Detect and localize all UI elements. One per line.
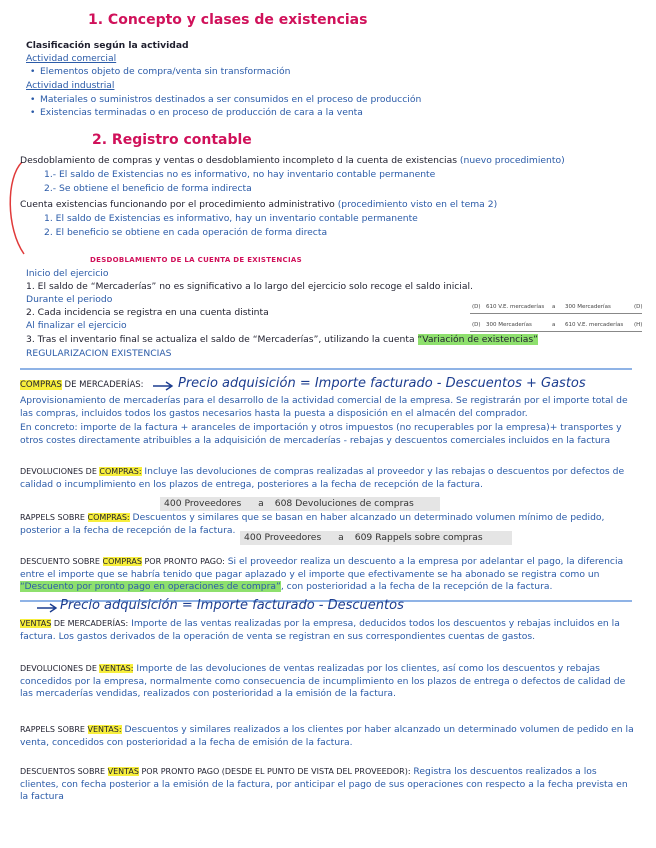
inicio-label: Inicio del ejercicio bbox=[26, 268, 109, 279]
step3-text: 3. Tras el inventario final se actualiza el saldo de “Mercaderías”, utilizando la cuenta bbox=[26, 334, 418, 345]
para1-item: 2.- Se obtiene el beneficio de forma indirecta bbox=[44, 183, 252, 194]
descuentos-ventas-prefix: DESCUENTOS SOBRE bbox=[20, 767, 108, 776]
table-cell: a bbox=[552, 322, 556, 328]
ventas-highlight: VENTAS bbox=[20, 619, 52, 628]
arrow-right-icon bbox=[36, 603, 58, 613]
entry-credit: 608 Devoluciones de compras bbox=[274, 498, 414, 509]
table-cell: 610 V.E. mercaderías bbox=[565, 322, 624, 328]
table-cell: (H) bbox=[634, 322, 643, 328]
industrial-items-list bbox=[26, 94, 626, 119]
ventas-description: Importe de las ventas realizadas por la empresa, deducidos todos los descuentos y rebajas incluidos en la factura. Los gastos derivados de la operación de venta se registran en sus correspondientes cuentas de gastos. bbox=[20, 618, 620, 642]
rappels-compras-text: Descuentos y similares que se basan en haber alcanzado un determinado volumen mínimo de pedido, posterior a la fecha de recepción de la factura. bbox=[20, 512, 605, 536]
descuento-compras-text2: , con posterioridad a la fecha de la recepción de la factura. bbox=[280, 581, 553, 592]
table-divider bbox=[470, 331, 642, 332]
descuento-compras-prefix: DESCUENTO SOBRE bbox=[20, 557, 103, 566]
rappels-ventas-paragraph bbox=[20, 724, 636, 749]
commercial-items-list bbox=[26, 66, 626, 79]
divider bbox=[20, 368, 632, 370]
table-cell: 300 Mercaderías bbox=[565, 304, 611, 310]
entry-debit: 400 Proveedores bbox=[244, 532, 322, 543]
compras-formula: Precio adquisición = Importe facturado - Descuentos + Gastos bbox=[178, 376, 586, 391]
list-item: • Materiales o suministros destinados a ser consumidos en el proceso de producción bbox=[26, 94, 626, 107]
devoluciones-ventas-prefix: DEVOLUCIONES DE bbox=[20, 664, 100, 673]
descuento-compras-highlight2: “Descuento por pronto pago en operaciones de compra” bbox=[20, 581, 281, 592]
table-divider bbox=[470, 313, 642, 314]
compras-description: Aprovisionamiento de mercaderías para el desarrollo de la actividad comercial de la empresa. Se registrarán por el importe total de las compras, incluidos todos los gastos necesarios hasta la puesta a disposición en el almacén del comprador. bbox=[20, 395, 628, 419]
table-cell: 610 V.E. mercaderías bbox=[486, 304, 545, 310]
rappels-compras-highlight: COMPRAS: bbox=[87, 513, 130, 522]
para2-line bbox=[20, 199, 497, 212]
descuentos-ventas-highlight: VENTAS bbox=[107, 767, 139, 776]
rappels-ventas-highlight: VENTAS: bbox=[87, 725, 122, 734]
entry-credit: 609 Rappels sobre compras bbox=[354, 532, 483, 543]
compras-label bbox=[20, 380, 144, 390]
devoluciones-ventas-paragraph bbox=[20, 663, 636, 701]
descuentos-ventas-suffix: POR PRONTO PAGO (DESDE EL PUNTO DE VISTA DEL PROVEEDOR): bbox=[138, 767, 411, 776]
journal-entry-devoluciones bbox=[160, 497, 440, 511]
section1-title: 1. Concepto y clases de existencias bbox=[88, 12, 368, 28]
ventas-formula: Precio adquisición = Importe facturado - Descuentos bbox=[60, 598, 404, 613]
regularizacion-label: REGULARIZACION EXISTENCIAS bbox=[26, 348, 172, 359]
para2-note: (procedimiento visto en el tema 2) bbox=[337, 199, 498, 210]
step2-text: 2. Cada incidencia se registra en una cuenta distinta bbox=[26, 307, 269, 318]
devoluciones-compras-text: Incluye las devoluciones de compras realizadas al proveedor y las rebajas o descuentos por defectos de calidad o incumplimiento en los plazos de entrega, posteriores a la fecha de recepción de la factura. bbox=[20, 466, 625, 490]
para2-item: 1. El saldo de Existencias es informativo, hay un inventario contable permanente bbox=[44, 213, 418, 224]
table-cell: (D) bbox=[634, 304, 643, 310]
table-cell: 300 Mercaderías bbox=[486, 322, 532, 328]
descuento-compras-suffix: POR PRONTO PAGO: bbox=[141, 557, 225, 566]
compras-highlight: COMPRAS bbox=[20, 380, 62, 390]
rappels-compras-prefix: RAPPELS SOBRE bbox=[20, 513, 88, 522]
descuento-compras-text: Si el proveedor realiza un descuento a la empresa por adelantar el pago, la diferencia entre el importe que se habría tenido que pagar aplazado y el importe que efectivamente se ha abonado se registra como un bbox=[20, 556, 624, 580]
table-cell: (D) bbox=[472, 322, 481, 328]
para1-item: 1.- El saldo de Existencias no es informativo, no hay inventario contable permanente bbox=[44, 169, 436, 180]
ventas-label-rest: DE MERCADERÍAS: bbox=[51, 619, 129, 628]
section2-title: 2. Registro contable bbox=[92, 132, 252, 148]
list-item: • Elementos objeto de compra/venta sin transformación bbox=[26, 66, 626, 79]
devoluciones-ventas-text: Importe de las devoluciones de ventas realizadas por los clientes, así como los descuentos y rebajas concedidos por la empresa, normalmente como consecuencia de incumplimiento en los plazos de entrega o defectos de calidad de las mercaderías vendidas, realizados con posterioridad a la emisión de la factura. bbox=[20, 663, 626, 699]
step3-line bbox=[26, 334, 538, 347]
arrow-right-icon bbox=[152, 381, 174, 391]
devoluciones-ventas-highlight: VENTAS: bbox=[99, 664, 134, 673]
para2-item: 2. El beneficio se obtiene en cada operación de forma directa bbox=[44, 227, 328, 238]
durante-label: Durante el periodo bbox=[26, 294, 113, 305]
ventas-paragraph bbox=[20, 618, 636, 643]
table-cell: (D) bbox=[472, 304, 481, 310]
descuentos-ventas-text: Registra los descuentos realizados a los clientes, con fecha posterior a la emisión de la factura, por anticipar el pago de sus operaciones con respecto a la fecha prevista en la factura bbox=[20, 766, 628, 802]
commercial-activity-label: Actividad comercial bbox=[26, 53, 117, 64]
devoluciones-compras-paragraph bbox=[20, 466, 636, 491]
list-item: • Existencias terminadas o en proceso de producción de cara a la venta bbox=[26, 107, 626, 120]
descuento-compras-paragraph bbox=[20, 556, 636, 594]
entry-debit: 400 Proveedores bbox=[164, 498, 242, 509]
para1-main: Desdoblamiento de compras y ventas o desdoblamiento incompleto d la cuenta de existencias bbox=[20, 155, 457, 166]
compras-label-rest: DE MERCADERÍAS: bbox=[61, 380, 144, 390]
descuento-compras-highlight: COMPRAS bbox=[102, 557, 142, 566]
industrial-activity-label: Actividad industrial bbox=[26, 80, 115, 91]
step1-text: 1. El saldo de “Mercaderías” no es significativo a lo largo del ejercicio solo recoge el saldo inicial. bbox=[26, 281, 473, 292]
descuentos-ventas-paragraph bbox=[20, 766, 636, 804]
compras-concreto: En concreto: importe de la factura + aranceles de importación y otros impuestos (no recuperables por la empresa)+ transportes y otros costes directamente atribuibles a la adquisición de mercaderías - rebajas y descuentos comerciales incluidos en la factura bbox=[20, 422, 622, 446]
devoluciones-compras-highlight: COMPRAS: bbox=[99, 467, 142, 476]
devoluciones-compras-prefix: DEVOLUCIONES DE bbox=[20, 467, 100, 476]
table-cell: a bbox=[552, 304, 556, 310]
para1-note: (nuevo procedimiento) bbox=[459, 155, 565, 166]
rappels-ventas-text: Descuentos y similares realizados a los clientes por haber alcanzado un determinado volumen de pedido en la venta, concedidos con posterioridad a la fecha de emisión de la factura. bbox=[20, 724, 634, 748]
entry-a: a bbox=[258, 498, 264, 509]
classification-subtitle: Clasificación según la actividad bbox=[26, 40, 189, 51]
entry-a: a bbox=[338, 532, 344, 543]
para1-line bbox=[20, 155, 565, 168]
variacion-existencias-highlight: “Variación de existencias” bbox=[417, 334, 538, 345]
rappels-ventas-prefix: RAPPELS SOBRE bbox=[20, 725, 88, 734]
journal-entry-rappels bbox=[240, 531, 512, 545]
para2-main: Cuenta existencias funcionando por el procedimiento administrativo bbox=[20, 199, 335, 210]
finalizar-label: Al finalizar el ejercicio bbox=[26, 320, 127, 331]
desdoblamiento-heading: DESDOBLAMIENTO DE LA CUENTA DE EXISTENCIAS bbox=[90, 256, 302, 264]
